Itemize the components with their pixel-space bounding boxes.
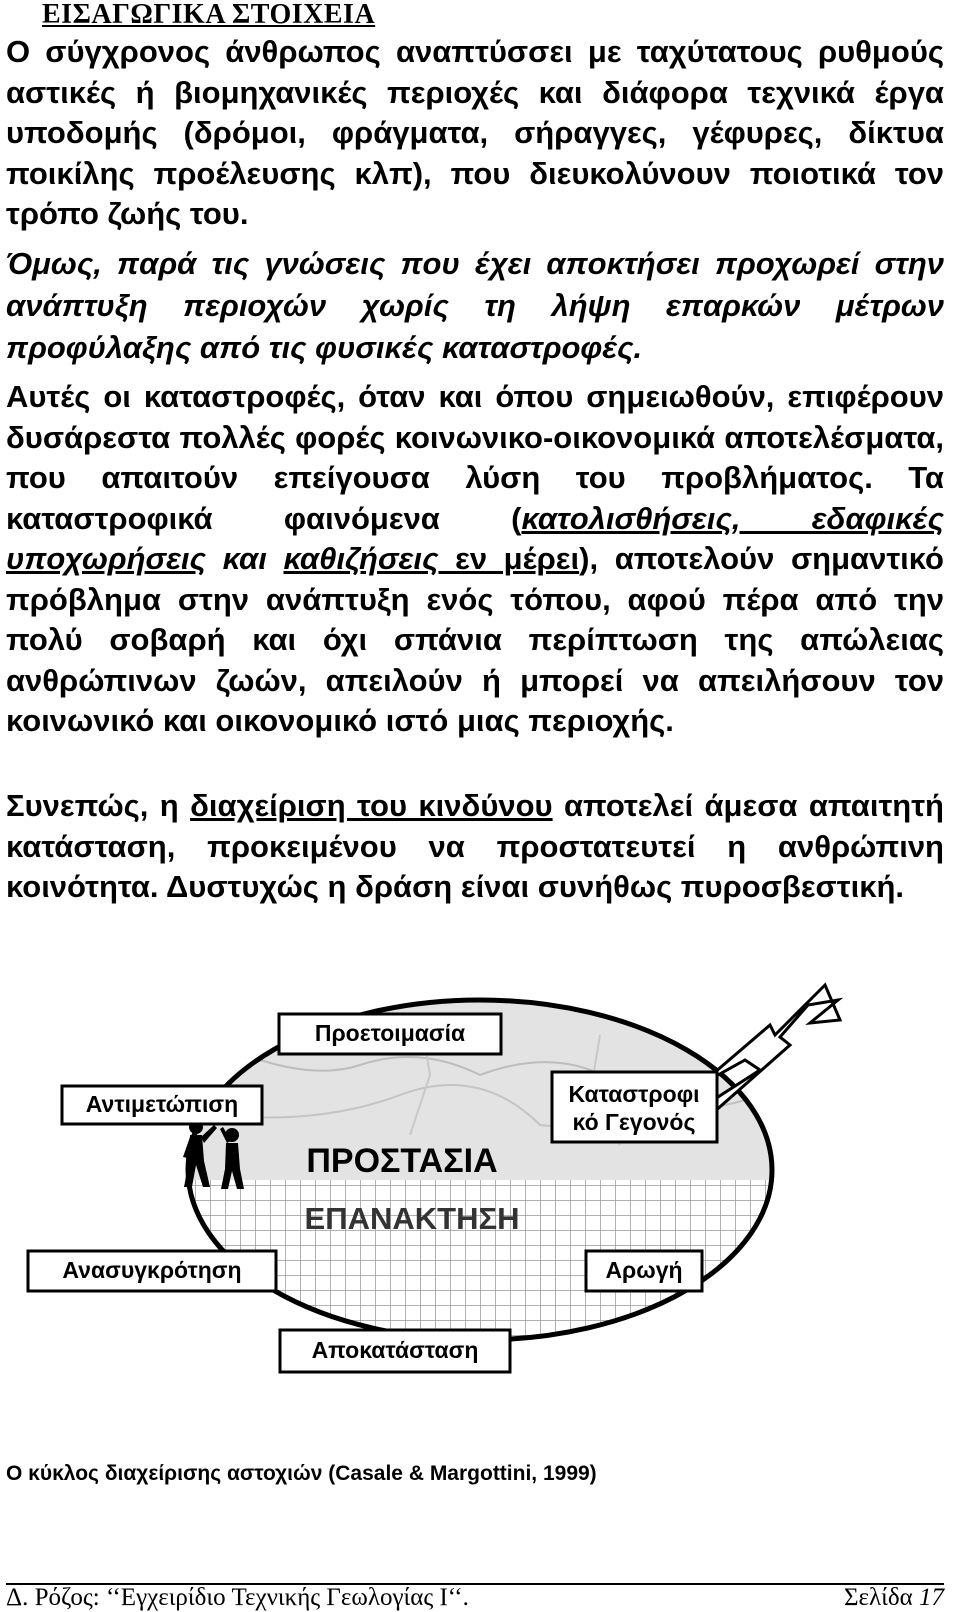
svg-text:Αντιμετώπιση: Αντιμετώπιση (85, 1091, 239, 1117)
keyword-partly: εν μέρει (438, 541, 580, 576)
footer-page-label: Σελίδα (843, 1584, 919, 1611)
svg-text:ΕΠΑΝΑΚΤΗΣΗ: ΕΠΑΝΑΚΤΗΣΗ (304, 1201, 520, 1236)
label-preparedness (279, 1014, 501, 1054)
keyword-landslides: κατολισθήσεις, εδαφικές υποχωρήσεις (6, 500, 944, 576)
keyword-risk-management: διαχείριση του κινδύνου (190, 788, 553, 823)
section-heading: ΕΙΣΑΓΩΓΙΚΑ ΣΤΟΙΧΕΙΑ (42, 0, 376, 30)
footer-page (844, 1584, 944, 1612)
svg-text:Αρωγή: Αρωγή (605, 1257, 683, 1283)
label-protection (306, 1142, 497, 1180)
svg-text:κό Γεγονός: κό Γεγονός (572, 1109, 696, 1135)
paragraph-disasters-text-a: Αυτές οι καταστροφές, όταν και όπου σημειωθούν, επιφέρουν δυσάρεστα πολλές φορές κοινωνικο-οικονομικά αποτελέσματα, που απαιτούν επείγουσα λύση του προβλήματος. Τα καταστροφικά φαινόμενα ( (6, 379, 944, 536)
svg-text:Ανασυγκρότηση: Ανασυγκρότηση (62, 1257, 242, 1283)
label-disaster-event (552, 1072, 717, 1142)
svg-text:Καταστροφι: Καταστροφι (568, 1081, 700, 1107)
paragraph-however: Όμως, παρά τις γνώσεις που έχει αποκτήσει προχωρεί στην ανάπτυξη περιοχών χωρίς τη λήψη επαρκών μέτρων προφύλαξης από τις φυσικές καταστροφές. (6, 246, 944, 365)
disaster-management-cycle-diagram (0, 975, 960, 1415)
label-restoration (280, 1330, 510, 1372)
paragraph-disasters-text-b: ), αποτελούν σημαντικό πρόβλημα στην ανάπτυξη ενός τόπου, αφού πέρα από την πολύ σοβαρή και όχι σπάνια περίπτωση της απώλειας ανθρώπινων ζωών, απειλούν ή μπορεί να απειλήσουν τον κοινωνικό και οικονομικό ιστό μιας περιοχής. (6, 541, 944, 738)
figure-caption: Ο κύκλος διαχείρισης αστοχιών (Casale & Margottini, 1999) (6, 1462, 597, 1485)
svg-text:Αποκατάσταση: Αποκατάσταση (311, 1337, 479, 1363)
svg-text:ΠΡΟΣΤΑΣΙΑ: ΠΡΟΣΤΑΣΙΑ (306, 1142, 498, 1180)
paragraph-risk-text-a: Συνεπώς, η (6, 788, 191, 823)
keyword-and: και (206, 541, 284, 576)
paragraph-intro: Ο σύγχρονος άνθρωπος αναπτύσσει με ταχύτατους ρυθμούς αστικές ή βιομηχανικές περιοχές και διάφορα τεχνικά έργα υποδομής (δρόμοι, φράγματα, σήραγγες, γέφυρες, δίκτυα ποικίλης προέλευσης κλπ), που διευκολύνουν ποιοτικά τον τρόπο ζωής του. (6, 34, 944, 231)
label-relief (586, 1251, 702, 1291)
paragraph-risk-management (6, 786, 944, 908)
label-reconstruction (28, 1251, 276, 1291)
label-recovery (305, 1201, 520, 1236)
footer-page-number: 17 (919, 1584, 944, 1611)
svg-text:Προετοιμασία: Προετοιμασία (314, 1020, 466, 1046)
paragraph-risk-text-b: αποτελεί άμεσα απαιτητή κατάσταση, προκειμένου να προστατευτεί η ανθρώπινη κοινότητα. Δυστυχώς η δράση είναι συνήθως πυροσβεστική. (6, 788, 944, 904)
keyword-subsidence: καθιζήσεις (283, 541, 439, 576)
footer-book-title: Δ. Ρόζος: ‘‘Εγχειρίδιο Τεχνικής Γεωλογίας Ι‘‘. (6, 1584, 469, 1611)
label-response (62, 1086, 262, 1124)
paragraph-disasters (6, 377, 944, 742)
page-footer (6, 1584, 944, 1612)
